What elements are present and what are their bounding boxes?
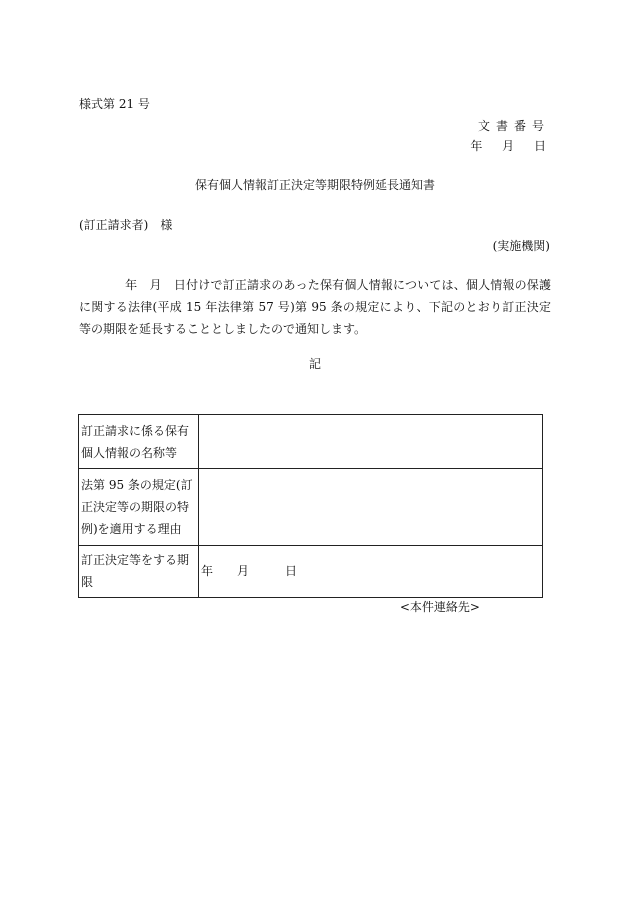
body-paragraph bbox=[79, 274, 551, 340]
ki-heading: 記 bbox=[308, 357, 321, 371]
table-row bbox=[79, 415, 543, 469]
row-value-info-name bbox=[199, 415, 543, 469]
implementing-agency: (実施機関) bbox=[492, 239, 550, 253]
row-value-deadline bbox=[199, 546, 543, 598]
row-label-info-name: 訂正請求に係る保有個人情報の名称等 bbox=[79, 415, 199, 469]
row-value-reason bbox=[199, 469, 543, 546]
table-row bbox=[79, 469, 543, 546]
document-title: 保有個人情報訂正決定等期限特例延長通知書 bbox=[194, 178, 435, 192]
document-number-label: 文書番号 bbox=[477, 119, 550, 133]
document-date-label: 年 月 日 bbox=[470, 139, 550, 153]
deadline-date-placeholder: 年 月 日 bbox=[201, 564, 298, 578]
body-text: 年 月 日付けで訂正請求のあった保有個人情報については、個人情報の保護に関する法律(平成 15 年法律第 57 号)第 95 条の規定により、下記のとおり訂正決定等の期限を延長することとしましたので通知します。 bbox=[79, 278, 551, 336]
form-number: 様式第 21 号 bbox=[79, 97, 150, 111]
contact-heading: <本件連絡先> bbox=[399, 600, 480, 614]
details-table bbox=[78, 414, 543, 598]
table-row bbox=[79, 546, 543, 598]
recipient-line: (訂正請求者) 様 bbox=[79, 218, 173, 232]
row-label-deadline: 訂正決定等をする期限 bbox=[79, 546, 199, 598]
row-label-reason: 法第 95 条の規定(訂正決定等の期限の特例)を適用する理由 bbox=[79, 469, 199, 546]
